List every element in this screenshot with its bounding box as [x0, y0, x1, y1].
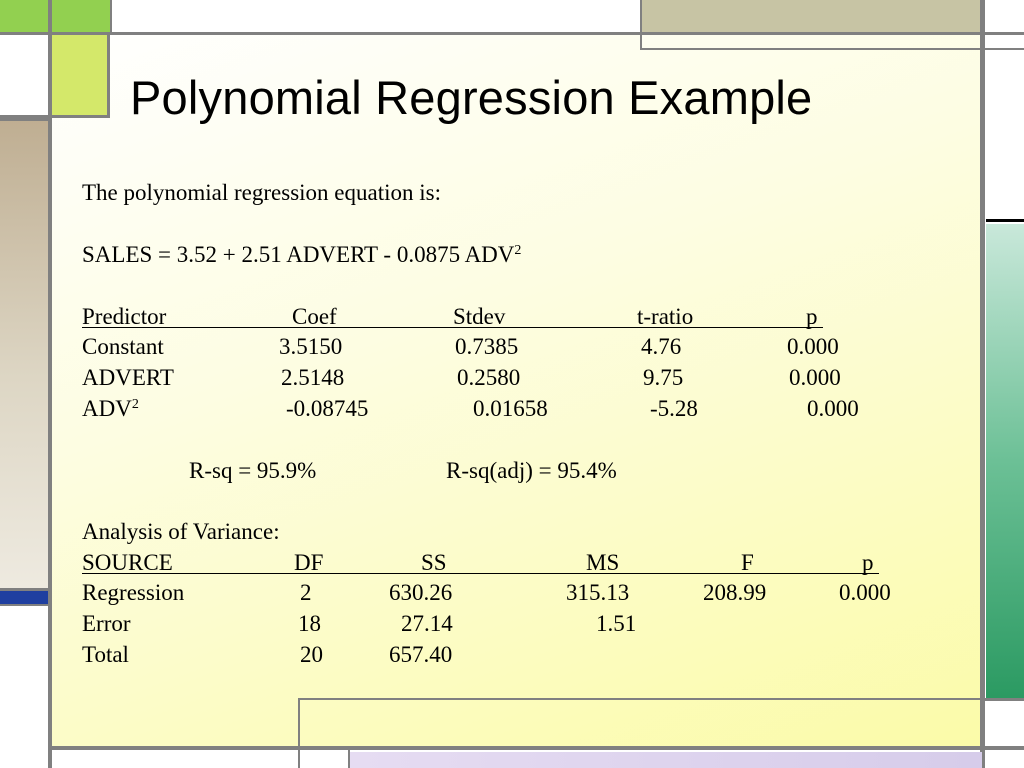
left-navy-strip: [0, 590, 48, 604]
intro-text: The polynomial regression equation is:: [82, 180, 441, 205]
slide-title: Polynomial Regression Example: [130, 71, 813, 124]
predictor-header: p: [806, 304, 818, 329]
anova-ss: 630.26: [389, 580, 453, 605]
frame-line: [0, 118, 52, 121]
anova-df: 18: [298, 611, 321, 636]
right-white-block: [986, 34, 1024, 220]
predictor-header: Stdev: [453, 304, 506, 329]
anova-source: Regression: [82, 580, 185, 605]
predictor-coef: 2.5148: [281, 365, 345, 390]
right-green-strip: [986, 224, 1024, 698]
left-white-block: [0, 34, 48, 118]
lime-corner-block: [0, 0, 110, 32]
predictor-name: ADVERT: [82, 365, 174, 390]
equation-text: SALES = 3.52 + 2.51 ADVERT - 0.0875 ADV: [82, 242, 515, 267]
frame-line: [52, 746, 1024, 750]
anova-header: MS: [586, 550, 620, 575]
predictor-p: 0.000: [789, 365, 841, 390]
left-tan-strip: [0, 120, 48, 588]
anova-ms: 315.13: [566, 580, 630, 605]
predictor-stdev: 0.2580: [457, 365, 521, 390]
predictor-p: 0.000: [787, 334, 839, 359]
equation-exponent: 2: [514, 243, 522, 258]
anova-header-underline: [82, 573, 879, 574]
frame-line: [48, 0, 52, 768]
frame-line: [298, 698, 300, 768]
r-squared: R-sq = 95.9%: [189, 458, 317, 483]
frame-line: [980, 0, 985, 768]
frame-line: [984, 698, 1024, 701]
frame-line: [0, 32, 1024, 35]
anova-source: Total: [82, 642, 129, 667]
regression-equation: [82, 243, 521, 266]
olive-block: [640, 0, 980, 34]
predictor-name: Constant: [82, 334, 164, 359]
anova-ss: 27.14: [401, 611, 453, 636]
predictor-t-ratio: 9.75: [643, 365, 684, 390]
anova-f: 208.99: [703, 580, 767, 605]
predictor-t-ratio: -5.28: [650, 396, 698, 421]
frame-line: [110, 0, 112, 34]
right-black-line: [986, 219, 1024, 222]
frame-line: [0, 588, 52, 591]
anova-source: Error: [82, 611, 131, 636]
predictor-coef: -0.08745: [286, 396, 369, 421]
anova-header: F: [741, 550, 754, 575]
predictor-p: 0.000: [807, 396, 859, 421]
predictor-t-ratio: 4.76: [641, 334, 682, 359]
anova-df: 2: [300, 580, 312, 605]
frame-line: [640, 48, 1024, 50]
frame-line: [640, 0, 642, 50]
frame-line: [0, 604, 52, 606]
anova-ms: 1.51: [596, 611, 637, 636]
predictor-name: ADV$^2$: [82, 396, 139, 421]
right-bottom-white: [986, 700, 1024, 768]
anova-header: SS: [421, 550, 447, 575]
r-squared-adjusted: R-sq(adj) = 95.4%: [446, 458, 617, 483]
anova-header: DF: [294, 550, 324, 575]
predictor-header: Predictor: [82, 304, 167, 329]
anova-heading: Analysis of Variance:: [82, 519, 280, 544]
anova-df: 20: [300, 642, 323, 667]
frame-line: [298, 698, 982, 700]
slide-panel: [52, 34, 982, 748]
anova-header: SOURCE: [82, 550, 173, 575]
predictor-coef: 3.5150: [279, 334, 343, 359]
predictor-stdev: 0.01658: [473, 396, 548, 421]
predictor-header: t-ratio: [637, 304, 694, 329]
lime-square: [52, 34, 110, 118]
bottom-lavender-strip: [350, 752, 982, 768]
left-bottom-white: [0, 606, 48, 768]
anova-ss: 657.40: [389, 642, 453, 667]
anova-header: p: [862, 550, 874, 575]
predictor-header: Coef: [292, 304, 337, 329]
anova-p: 0.000: [839, 580, 891, 605]
predictor-stdev: 0.7385: [455, 334, 519, 359]
